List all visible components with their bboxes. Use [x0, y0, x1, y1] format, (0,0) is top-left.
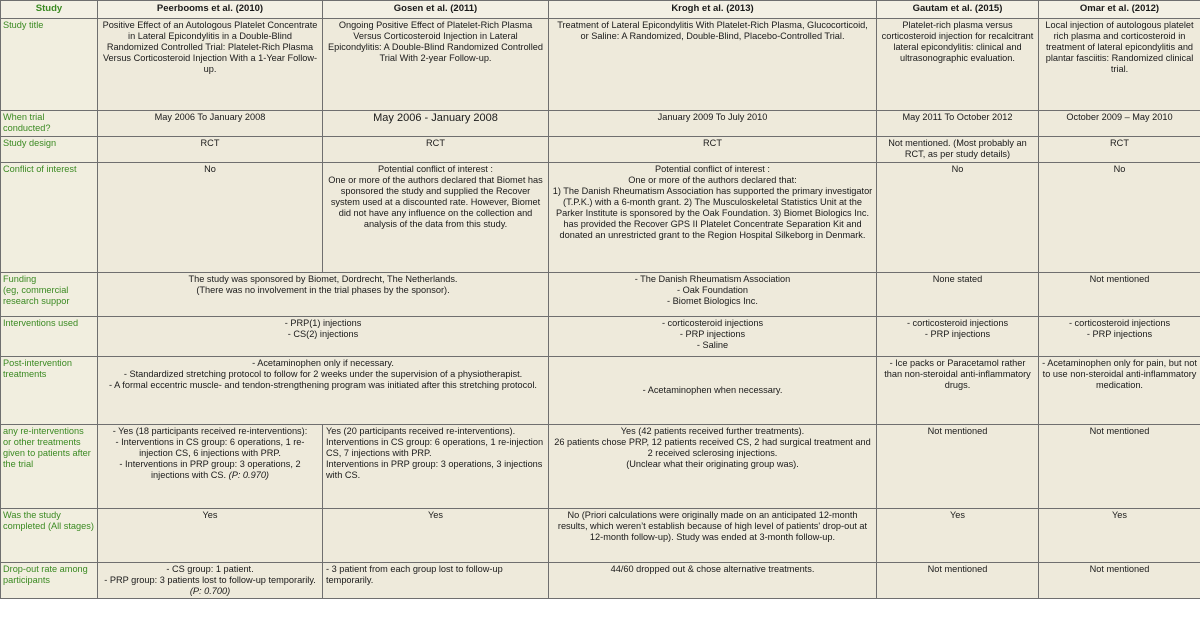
- reint-gosen-2: Interventions in CS group: 6 operations, 1 re-injection CS, 7 injections with PRP.: [326, 437, 544, 458]
- reint-peerbooms-2: - Interventions in CS group: 6 operations, 1 re-injection CS, 6 injections with PRP.: [115, 437, 305, 458]
- post-2: - Standardized stretching protocol to follow for 2 weeks under the supervision of a physiotherapist.: [123, 369, 523, 379]
- cell-design-omar: RCT: [1039, 137, 1200, 163]
- reint-krogh-1: Yes (42 patients received further treatments).: [620, 426, 805, 436]
- conflict-gosen-text: One or more of the authors declared that Biomet has sponsored the study and supplied the Recover system used at a discounted rate. However, Biomet did not have any influence on the collection and analysis of the data from this study.: [328, 175, 543, 229]
- cell-title-peerbooms: Positive Effect of an Autologous Platelet Concentrate in Lateral Epicondylitis in a Double-Blind Randomized Controlled Trial: Platelet-Rich Plasma Versus Corticosteroid Injection With a 1-Year Follow-up.: [98, 19, 323, 111]
- cell-funding-peerbooms-gosen: [98, 273, 549, 317]
- cell-title-gosen: Ongoing Positive Effect of Platelet-Rich Plasma Versus Corticosteroid Injection in Lateral Epicondylitis: A Double-Blind Randomized Controlled Trial With 2-year Follow-up.: [323, 19, 549, 111]
- row-reinterventions: [1, 425, 1200, 509]
- label-dropout: Drop-out rate among participants: [1, 563, 98, 599]
- cell-post-gautam: - Ice packs or Paracetamol rather than non-steroidal anti-inflammatory drugs.: [877, 357, 1039, 425]
- cell-when-omar: October 2009 – May 2010: [1039, 111, 1200, 137]
- conflict-krogh-heading: Potential conflict of interest :: [655, 164, 770, 174]
- funding-krogh-3: - Biomet Biologics Inc.: [667, 296, 758, 306]
- cell-dropout-gautam: Not mentioned: [877, 563, 1039, 599]
- cell-interventions-gautam: [877, 317, 1039, 357]
- header-omar: Omar et al. (2012): [1039, 1, 1200, 19]
- label-reinterventions: any re-interventions or other treatments given to patients after the trial: [1, 425, 98, 509]
- interventions-cs: - CS(2) injections: [287, 329, 359, 339]
- cell-reint-gautam: Not mentioned: [877, 425, 1039, 509]
- dropout-peerbooms-cs: - CS group: 1 patient.: [166, 564, 254, 574]
- row-study-title: [1, 19, 1200, 111]
- cell-interventions-omar: [1039, 317, 1200, 357]
- header-gautam: Gautam et al. (2015): [877, 1, 1039, 19]
- cell-reint-krogh: [549, 425, 877, 509]
- cell-when-gosen: May 2006 - January 2008: [323, 111, 549, 137]
- cell-design-gautam: Not mentioned. (Most probably an RCT, as per study details): [877, 137, 1039, 163]
- cell-post-omar: - Acetaminophen only for pain, but not to use non-steroidal anti-inflammatory medication.: [1039, 357, 1200, 425]
- reint-gosen-1: Yes (20 participants received re-interventions).: [326, 426, 516, 436]
- reint-peerbooms-1: - Yes (18 participants received re-interventions):: [112, 426, 308, 436]
- cell-design-krogh: RCT: [549, 137, 877, 163]
- label-post: Post-intervention treatments: [1, 357, 98, 425]
- cell-reint-omar: Not mentioned: [1039, 425, 1200, 509]
- cell-completed-gautam: Yes: [877, 509, 1039, 563]
- cell-interventions-peerbooms-gosen: [98, 317, 549, 357]
- row-when: [1, 111, 1200, 137]
- cell-dropout-omar: Not mentioned: [1039, 563, 1200, 599]
- dropout-peerbooms-prp: [101, 575, 319, 597]
- header-study: Study: [1, 1, 98, 19]
- cell-completed-krogh: No (Priori calculations were originally made on an anticipated 12-month results, which weren’t establish because of high level of patients' drop-out at 12-month follow-up). Study was ended at 3-month follow-up.: [549, 509, 877, 563]
- funding-krogh-2: - Oak Foundation: [677, 285, 748, 295]
- cell-title-krogh: Treatment of Lateral Epicondylitis With Platelet-Rich Plasma, Glucocorticoid, or Saline: A Randomized, Double-Blind, Placebo-Controlled Trial.: [549, 19, 877, 111]
- header-gosen: Gosen et al. (2011): [323, 1, 549, 19]
- interventions-prp: - PRP(1) injections: [284, 318, 362, 328]
- row-dropout: [1, 563, 1200, 599]
- cell-when-gautam: May 2011 To October 2012: [877, 111, 1039, 137]
- cell-title-omar: Local injection of autologous platelet rich plasma and corticosteroid in treatment of lateral epicondylitis and plantar fasciitis: Randomized clinical trial.: [1039, 19, 1200, 111]
- cell-conflict-peerbooms: No: [98, 163, 323, 273]
- cell-title-gautam: Platelet-rich plasma versus corticosteroid injection for recalcitrant lateral epicondylitis: clinical and ultrasonographic evaluation.: [877, 19, 1039, 111]
- cell-design-gosen: RCT: [323, 137, 549, 163]
- reint-peerbooms-3-text: - Interventions in PRP group: 3 operations, 2 injections with CS.: [119, 459, 301, 480]
- cell-dropout-peerbooms: [98, 563, 323, 599]
- dropout-peerbooms-pvalue: (P: 0.700): [189, 586, 231, 596]
- row-post: [1, 357, 1200, 425]
- cell-reint-gosen: [323, 425, 549, 509]
- interventions-omar-1: - corticosteroid injections: [1068, 318, 1171, 328]
- interventions-krogh-3: - Saline: [696, 340, 729, 350]
- header-row: [1, 1, 1200, 19]
- cell-reint-peerbooms: [98, 425, 323, 509]
- cell-post-krogh: - Acetaminophen when necessary.: [549, 357, 877, 425]
- dropout-peerbooms-prp-text: - PRP group: 3 patients lost to follow-up temporarily.: [104, 575, 316, 585]
- interventions-krogh-2: - PRP injections: [679, 329, 746, 339]
- interventions-omar-2: - PRP injections: [1086, 329, 1153, 339]
- interventions-gautam-1: - corticosteroid injections: [906, 318, 1009, 328]
- header-krogh: Krogh et al. (2013): [549, 1, 877, 19]
- cell-conflict-omar: No: [1039, 163, 1200, 273]
- reint-peerbooms-3: [101, 459, 319, 481]
- label-completed: Was the study completed (All stages): [1, 509, 98, 563]
- cell-completed-gosen: Yes: [323, 509, 549, 563]
- cell-dropout-gosen: - 3 patient from each group lost to follow-up temporarily.: [323, 563, 549, 599]
- row-interventions: [1, 317, 1200, 357]
- label-funding-line1: Funding: [3, 274, 37, 284]
- label-funding-line2: (eg, commercial: [3, 285, 69, 295]
- label-conflict: Conflict of interest: [1, 163, 98, 273]
- cell-post-peerbooms-gosen: [98, 357, 549, 425]
- cell-completed-omar: Yes: [1039, 509, 1200, 563]
- cell-funding-gautam: None stated: [877, 273, 1039, 317]
- label-design: Study design: [1, 137, 98, 163]
- post-1: - Acetaminophen only if necessary.: [252, 358, 394, 368]
- funding-krogh-1: - The Danish Rheumatism Association: [634, 274, 791, 284]
- label-study-title: Study title: [1, 19, 98, 111]
- cell-conflict-gosen: [323, 163, 549, 273]
- cell-completed-peerbooms: Yes: [98, 509, 323, 563]
- cell-funding-omar: Not mentioned: [1039, 273, 1200, 317]
- cell-conflict-krogh: [549, 163, 877, 273]
- funding-biomet-line1: The study was sponsored by Biomet, Dordrecht, The Netherlands.: [188, 274, 458, 284]
- interventions-krogh-1: - corticosteroid injections: [661, 318, 764, 328]
- reint-gosen-3: Interventions in PRP group: 3 operations, 3 injections with CS.: [326, 459, 543, 480]
- cell-dropout-krogh: 44/60 dropped out & chose alternative treatments.: [549, 563, 877, 599]
- row-design: [1, 137, 1200, 163]
- conflict-krogh-text: 1) The Danish Rheumatism Association has supported the primary investigator (T.P.K.) with a 6-month grant. 2) The Musculoskeletal Statistics Unit at the Parker Institute is sponsored by the Oak Foundation. 3) Biomet Biologics Inc. has provided the Recover GPS II Platelet Concentrate Separation Kit and donated an unrestricted grant to the Region Hospital Silkeborg in Denmark.: [552, 186, 873, 240]
- header-peerbooms: Peerbooms et al. (2010): [98, 1, 323, 19]
- post-3: - A formal eccentric muscle- and tendon-strengthening program was initiated after this stretching protocol.: [109, 380, 537, 390]
- label-funding: [1, 273, 98, 317]
- label-funding-line3: research suppor: [3, 296, 70, 306]
- reint-krogh-2: 26 patients chose PRP, 12 patients received CS, 2 had surgical treatment and 2 received sclerosing injections.: [554, 437, 871, 458]
- conflict-krogh-intro: One or more of the authors declared that:: [628, 175, 797, 185]
- conflict-gosen-heading: Potential conflict of interest :: [378, 164, 493, 174]
- row-conflict: [1, 163, 1200, 273]
- label-interventions: Interventions used: [1, 317, 98, 357]
- cell-conflict-gautam: No: [877, 163, 1039, 273]
- row-funding: [1, 273, 1200, 317]
- row-completed: [1, 509, 1200, 563]
- cell-when-peerbooms: May 2006 To January 2008: [98, 111, 323, 137]
- funding-biomet-line2: (There was no involvement in the trial phases by the sponsor).: [196, 285, 450, 295]
- cell-interventions-krogh: [549, 317, 877, 357]
- reint-peerbooms-pvalue: (P: 0.970): [228, 470, 269, 480]
- interventions-gautam-2: - PRP injections: [924, 329, 991, 339]
- cell-funding-krogh: [549, 273, 877, 317]
- reint-krogh-3: (Unclear what their originating group was).: [626, 459, 799, 469]
- label-when: When trial conducted?: [1, 111, 98, 137]
- cell-when-krogh: January 2009 To July 2010: [549, 111, 877, 137]
- cell-design-peerbooms: RCT: [98, 137, 323, 163]
